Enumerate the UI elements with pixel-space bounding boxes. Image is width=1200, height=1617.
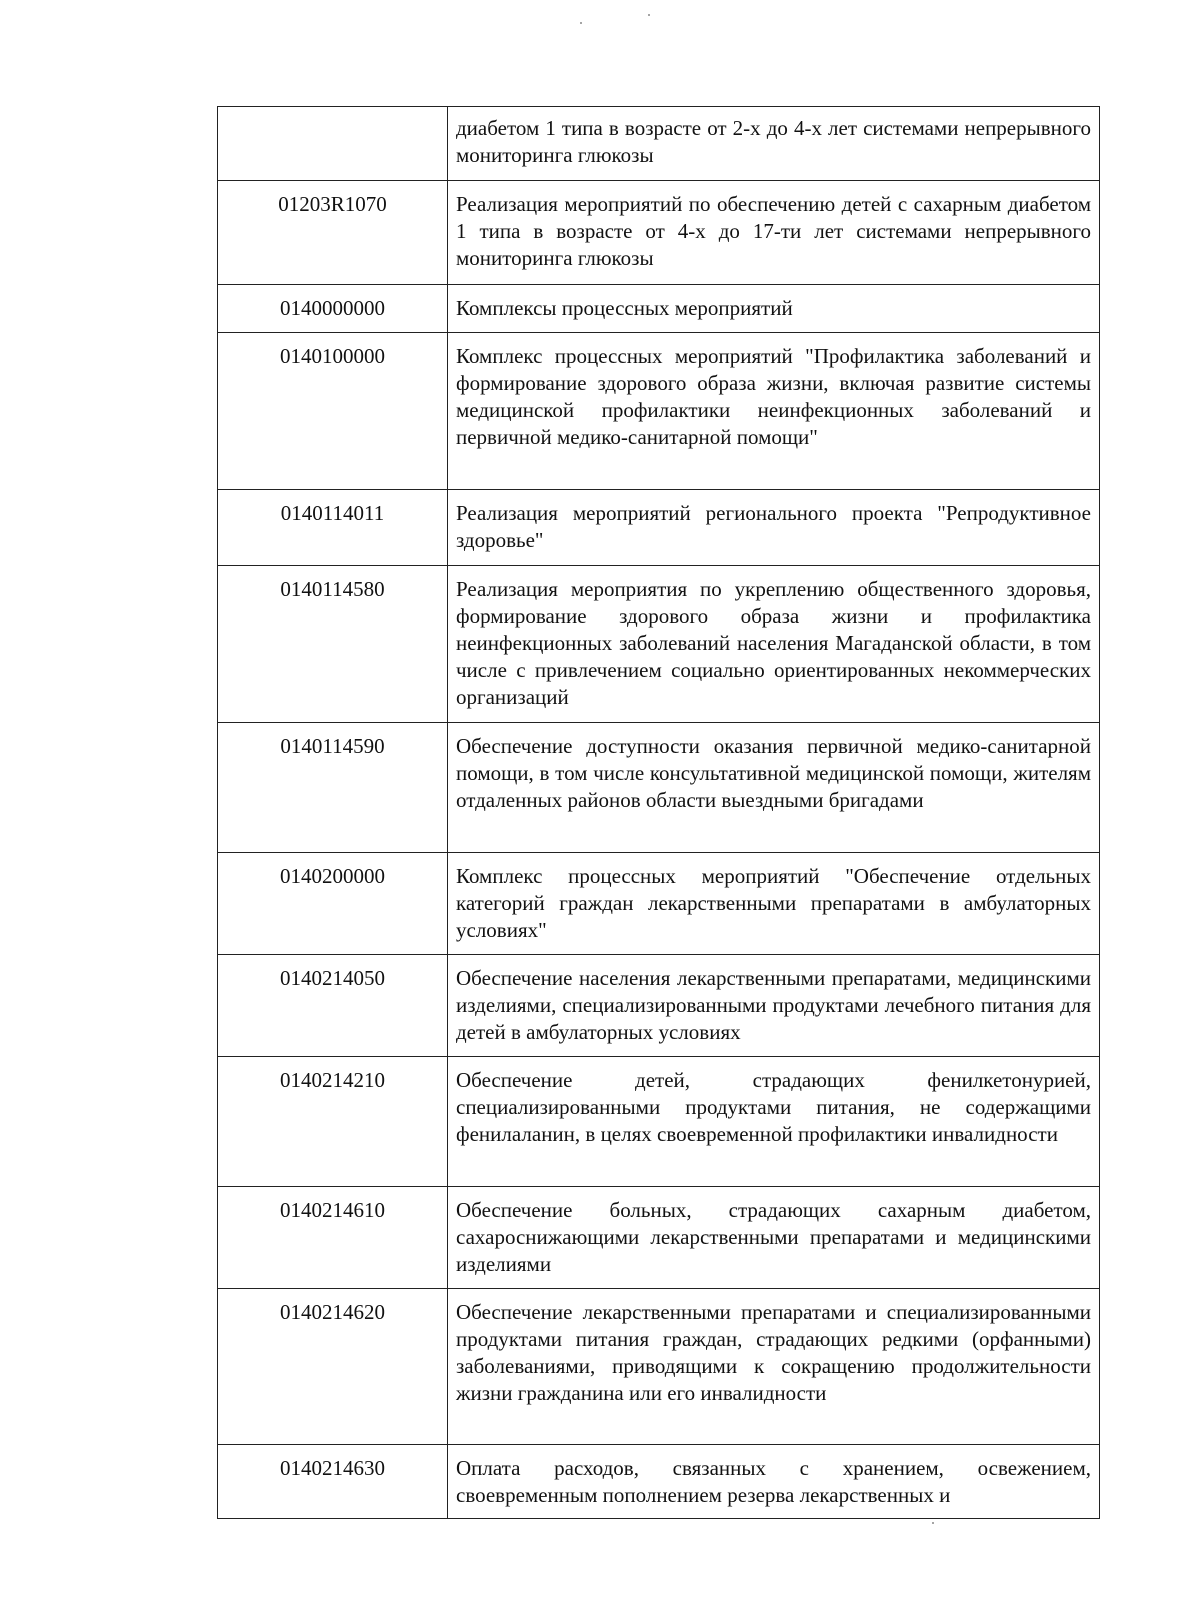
name-cell	[448, 333, 1100, 490]
name-cell	[448, 566, 1100, 723]
code-cell: 0140100000	[218, 333, 448, 490]
table-row	[218, 1445, 1100, 1519]
name-cell	[448, 955, 1100, 1057]
name-cell	[448, 1289, 1100, 1445]
name-text: Реализация мероприятий регионального проекта "Репродуктивное здоровье"	[456, 501, 1091, 552]
name-text: Комплекс процессных мероприятий "Профилактика заболеваний и формирование здорового образа жизни, включая развитие системы медицинской профилактики неинфекционных заболеваний и первичной медико-санитарной помощи"	[456, 344, 1091, 449]
table-row	[218, 566, 1100, 723]
name-cell	[448, 285, 1100, 333]
table-row	[218, 955, 1100, 1057]
name-text: Комплекс процессных мероприятий "Обеспечение отдельных категорий граждан лекарственными препаратами в амбулаторных условиях"	[456, 864, 1091, 942]
code-cell: 0140114011	[218, 490, 448, 566]
name-cell	[448, 723, 1100, 853]
name-cell	[448, 181, 1100, 285]
table-row	[218, 181, 1100, 285]
table-row	[218, 1289, 1100, 1445]
name-text: Обеспечение населения лекарственными препаратами, медицинскими изделиями, специализированными продуктами лечебного питания для детей в амбулаторных условиях	[456, 966, 1091, 1044]
table-row	[218, 285, 1100, 333]
name-text: Обеспечение лекарственными препаратами и специализированными продуктами питания граждан, страдающих редкими (орфанными) заболеваниями, приводящими к сокращению продолжительности жизни гражданина или его инвалидности	[456, 1300, 1091, 1405]
scan-artifact	[648, 14, 650, 16]
scan-artifact	[932, 1522, 934, 1524]
name-cell	[448, 107, 1100, 181]
budget-classification-table	[217, 106, 1100, 1519]
table-row	[218, 723, 1100, 853]
name-cell	[448, 1057, 1100, 1187]
table-row	[218, 333, 1100, 490]
code-cell: 0140214210	[218, 1057, 448, 1187]
name-text: Реализация мероприятия по укреплению общественного здоровья, формирование здорового образа жизни и профилактика неинфекционных заболеваний населения Магаданской области, в том числе с привлечением социально ориентированных некоммерческих организаций	[456, 577, 1091, 709]
code-cell: 01203R1070	[218, 181, 448, 285]
name-text: Обеспечение детей, страдающих фенилкетонурией, специализированными продуктами питания, не содержащими фенилаланин, в целях своевременной профилактики инвалидности	[456, 1068, 1091, 1146]
table-row	[218, 1057, 1100, 1187]
name-text: диабетом 1 типа в возрасте от 2-х до 4-х лет системами непрерывного мониторинга глюкозы	[456, 116, 1091, 167]
table-row	[218, 490, 1100, 566]
name-cell	[448, 1187, 1100, 1289]
table-row	[218, 853, 1100, 955]
scan-artifact	[580, 22, 582, 24]
code-cell: 0140200000	[218, 853, 448, 955]
code-cell: 0140214610	[218, 1187, 448, 1289]
name-cell	[448, 853, 1100, 955]
table-row	[218, 107, 1100, 181]
name-cell	[448, 1445, 1100, 1519]
code-cell: 0140214050	[218, 955, 448, 1057]
name-text: Обеспечение доступности оказания первичной медико-санитарной помощи, в том числе консультативной медицинской помощи, жителям отдаленных районов области выездными бригадами	[456, 734, 1091, 812]
code-cell: 0140214630	[218, 1445, 448, 1519]
table-row	[218, 1187, 1100, 1289]
name-text: Комплексы процессных мероприятий	[456, 296, 793, 320]
name-text: Обеспечение больных, страдающих сахарным диабетом, сахароснижающими лекарственными препаратами и медицинскими изделиями	[456, 1198, 1091, 1276]
code-cell	[218, 107, 448, 181]
code-cell: 0140214620	[218, 1289, 448, 1445]
name-text: Реализация мероприятий по обеспечению детей с сахарным диабетом 1 типа в возрасте от 4-х до 17-ти лет системами непрерывного мониторинга глюкозы	[456, 192, 1091, 270]
code-cell: 0140114580	[218, 566, 448, 723]
name-cell	[448, 490, 1100, 566]
code-cell: 0140114590	[218, 723, 448, 853]
name-text: Оплата расходов, связанных с хранением, освежением, своевременным пополнением резерва лекарственных и	[456, 1456, 1091, 1507]
code-cell: 0140000000	[218, 285, 448, 333]
